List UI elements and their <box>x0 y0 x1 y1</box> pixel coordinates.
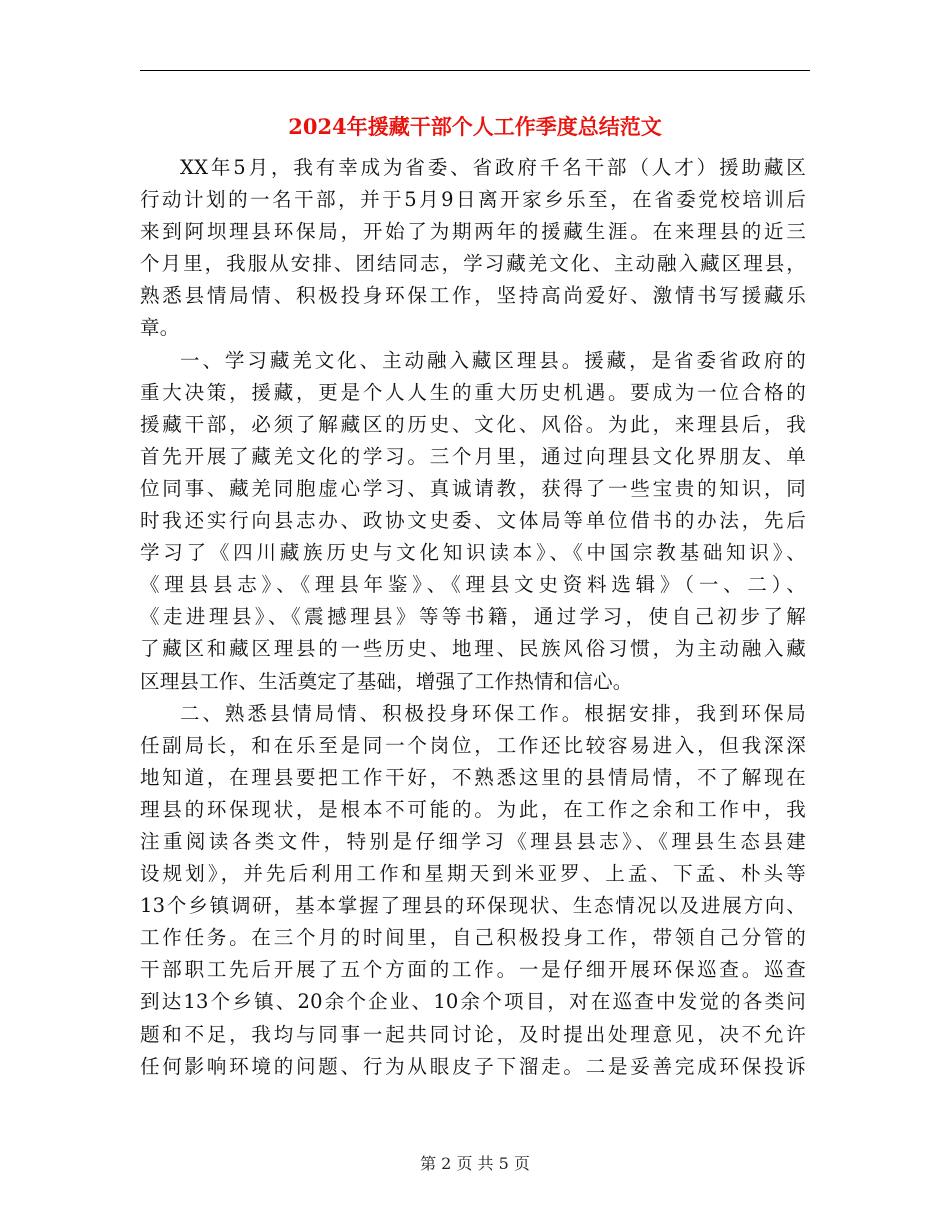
text-line: 个月里，我服从安排、团结同志，学习藏羌文化、主动融入藏区理县， <box>140 252 806 276</box>
text-line: 工作任务。在三个月的时间里，自己积极投身工作，带领自己分管的 <box>140 926 806 950</box>
text-line: 地知道，在理县要把工作干好，不熟悉这里的县情局情，不了解现在 <box>140 765 806 789</box>
document-title: 2024年援藏干部个人工作季度总结范文 <box>288 114 662 139</box>
text-line: 任副局长，和在乐至是同一个岗位，工作还比较容易进入，但我深深 <box>140 733 806 757</box>
text-line: 首先开展了藏羌文化的学习。三个月里，通过向理县文化界朋友、单 <box>140 444 806 468</box>
document-body <box>140 152 806 1083</box>
text-line: 章。 <box>140 316 180 340</box>
text-line: 任何影响环境的问题、行为从眼皮子下溜走。二是妥善完成环保投诉 <box>140 1054 806 1078</box>
text-line: 干部职工先后开展了五个方面的工作。一是仔细开展环保巡查。巡查 <box>140 958 806 982</box>
text-line: 时我还实行向县志办、政协文史委、文体局等单位借书的办法，先后 <box>140 509 806 533</box>
text-line: 《走进理县》、《震撼理县》等等书籍，通过学习，使自己初步了解 <box>140 605 806 629</box>
text-line: 《理县县志》、《理县年鉴》、《理县文史资料选辑》（一、二）、 <box>140 573 806 597</box>
text-line: 来到阿坝理县环保局，开始了为期两年的援藏生涯。在来理县的近三 <box>140 220 806 244</box>
text-line: 熟悉县情局情、积极投身环保工作，坚持高尚爱好、激情书写援藏乐 <box>140 284 806 308</box>
text-line: 重大决策，援藏，更是个人人生的重大历史机遇。要成为一位合格的 <box>140 380 806 404</box>
text-line: 设规划》，并先后利用工作和星期天到米亚罗、上孟、下孟、朴头等 <box>140 862 806 886</box>
text-line: 了藏区和藏区理县的一些历史、地理、民族风俗习惯，为主动融入藏 <box>140 637 806 661</box>
page-number-footer: 第 2 页 共 5 页 <box>420 1154 530 1173</box>
text-line: 13个乡镇调研，基本掌握了理县的环保现状、生态情况以及进展方向、 <box>140 894 806 918</box>
text-line: 区理县工作、生活奠定了基础，增强了工作热情和信心。 <box>140 669 633 693</box>
text-line: 到达13个乡镇、20余个企业、10余个项目，对在巡查中发觉的各类问 <box>140 990 806 1014</box>
text-line: XX年5月，我有幸成为省委、省政府千名干部（人才）援助藏区 <box>180 156 806 179</box>
paragraph-section-one <box>140 345 806 698</box>
text-line: 援藏干部，必须了解藏区的历史、文化、风俗。为此，来理县后，我 <box>140 412 806 436</box>
paragraph-intro <box>140 152 806 345</box>
text-line: 学习了《四川藏族历史与文化知识读本》、《中国宗教基础知识》、 <box>140 541 806 565</box>
paragraph-section-two <box>140 698 806 1083</box>
text-line: 理县的环保现状，是根本不可能的。为此，在工作之余和工作中，我 <box>140 797 806 821</box>
text-line: 行动计划的一名干部，并于5月9日离开家乡乐至，在省委党校培训后 <box>140 188 806 212</box>
text-line: 注重阅读各类文件，特别是仔细学习《理县县志》、《理县生态县建 <box>140 829 806 853</box>
header-rule <box>140 70 810 71</box>
text-line: 一、学习藏羌文化、主动融入藏区理县。援藏，是省委省政府的 <box>180 348 806 372</box>
text-line: 题和不足，我均与同事一起共同讨论，及时提出处理意见，决不允许 <box>140 1022 806 1046</box>
text-line: 二、熟悉县情局情、积极投身环保工作。根据安排，我到环保局 <box>180 701 806 725</box>
text-line: 位同事、藏羌同胞虚心学习、真诚请教，获得了一些宝贵的知识，同 <box>140 476 806 500</box>
